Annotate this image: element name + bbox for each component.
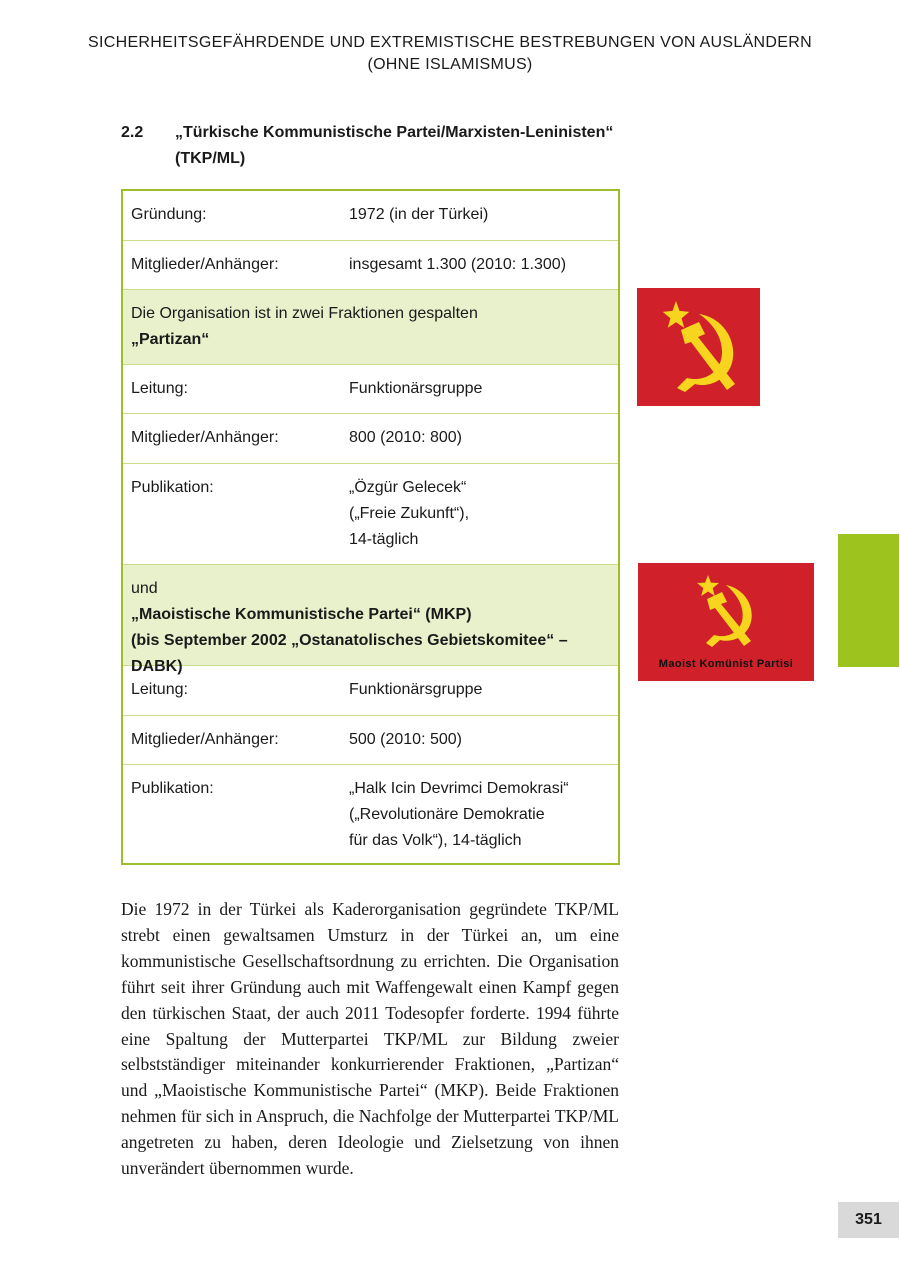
body-paragraph: Die 1972 in der Türkei als Kaderorganisation gegründete TKP/ML strebt einen gewaltsamen Umsturz in der Türkei an, um eine kommunistische Gesellschaftsordnung zu errichten. Die Organisation führt seit ihrer Gründung auch mit Waffengewalt einen Kampf gegen den türkischen Staat, der auch 2011 Todesopfer forderte. 1994 führte eine Spaltung der Mutterpartei TKP/ML zur Bildung zweier selbstständiger miteinander konkurrierender Fraktionen, „Partizan“ und „Maoistische Kommunistische Partei“ (MKP). Beide Fraktionen nehmen für sich in Anspruch, die Nachfolge der Mutterpartei TKP/ML angetreten zu haben, deren Ideologie und Zielsetzung von ihnen unverändert übernommen wurde.	[121, 899, 619, 1179]
faction2-leadership-label: Leitung:	[131, 681, 188, 698]
faction1-members-value: 800 (2010: 800)	[349, 429, 462, 446]
faction1-leadership-label: Leitung:	[131, 380, 188, 397]
fact-box	[121, 189, 620, 865]
faction1-publication-value: „Özgür Gelecek“ („Freie Zukunft“), 14-täglich	[349, 479, 470, 548]
chapter-side-tab	[838, 534, 899, 667]
faction1-members-label: Mitglieder/Anhänger:	[131, 429, 279, 446]
faction2-members-label: Mitglieder/Anhänger:	[131, 731, 279, 748]
section-title	[175, 120, 645, 172]
founding-label: Gründung:	[131, 206, 207, 223]
members-total-row	[123, 241, 618, 290]
mkp-flag-image	[638, 563, 814, 681]
faction2-publication-label: Publikation:	[131, 780, 214, 797]
founding-value: 1972 (in der Türkei)	[349, 206, 489, 223]
faction2-leadership-value: Funktionärsgruppe	[349, 681, 483, 698]
members-total-value: insgesamt 1.300 (2010: 1.300)	[349, 256, 567, 273]
running-header-line1: SICHERHEITSGEFÄHRDENDE UND EXTREMISTISCHE BESTREBUNGEN VON AUSLÄNDERN	[88, 34, 812, 51]
section-title-line1: „Türkische Kommunistische Partei/Marxisten-Leninisten“	[175, 124, 614, 141]
faction2-header-row	[123, 565, 618, 675]
section-number: 2.2	[121, 124, 144, 141]
running-header	[0, 32, 900, 76]
faction2-leadership-row	[123, 666, 618, 716]
section-title-line2: (TKP/ML)	[175, 150, 246, 167]
and-text: und	[131, 580, 158, 597]
faction1-publication-row	[123, 464, 618, 565]
faction1-members-row	[123, 414, 618, 464]
founding-row	[123, 191, 618, 241]
faction2-former-name: (bis September 2002 „Ostanatolisches Gebietskomitee“ – DABK)	[131, 632, 568, 675]
faction2-members-value: 500 (2010: 500)	[349, 731, 462, 748]
faction2-name: „Maoistische Kommunistische Partei“ (MKP)	[131, 606, 472, 623]
faction1-leadership-row	[123, 365, 618, 414]
faction2-publication-value: „Halk Icin Devrimci Demokrasi“ („Revolutionäre Demokratie für das Volk“), 14-täglich	[349, 780, 569, 849]
running-header-line2: (OHNE ISLAMISMUS)	[367, 56, 533, 73]
members-total-label: Mitglieder/Anhänger:	[131, 256, 279, 273]
faction1-publication-label: Publikation:	[131, 479, 214, 496]
faction2-members-row	[123, 716, 618, 765]
split-text: Die Organisation ist in zwei Fraktionen gespalten	[131, 305, 478, 322]
faction1-name: „Partizan“	[131, 331, 210, 348]
page-number: 351	[838, 1202, 899, 1238]
faction1-leadership-value: Funktionärsgruppe	[349, 380, 483, 397]
split-row	[123, 290, 618, 365]
partizan-flag-image	[637, 288, 760, 406]
faction2-publication-row	[123, 765, 618, 864]
mkp-flag-caption: Maoist Komünist Partisi	[658, 658, 794, 670]
